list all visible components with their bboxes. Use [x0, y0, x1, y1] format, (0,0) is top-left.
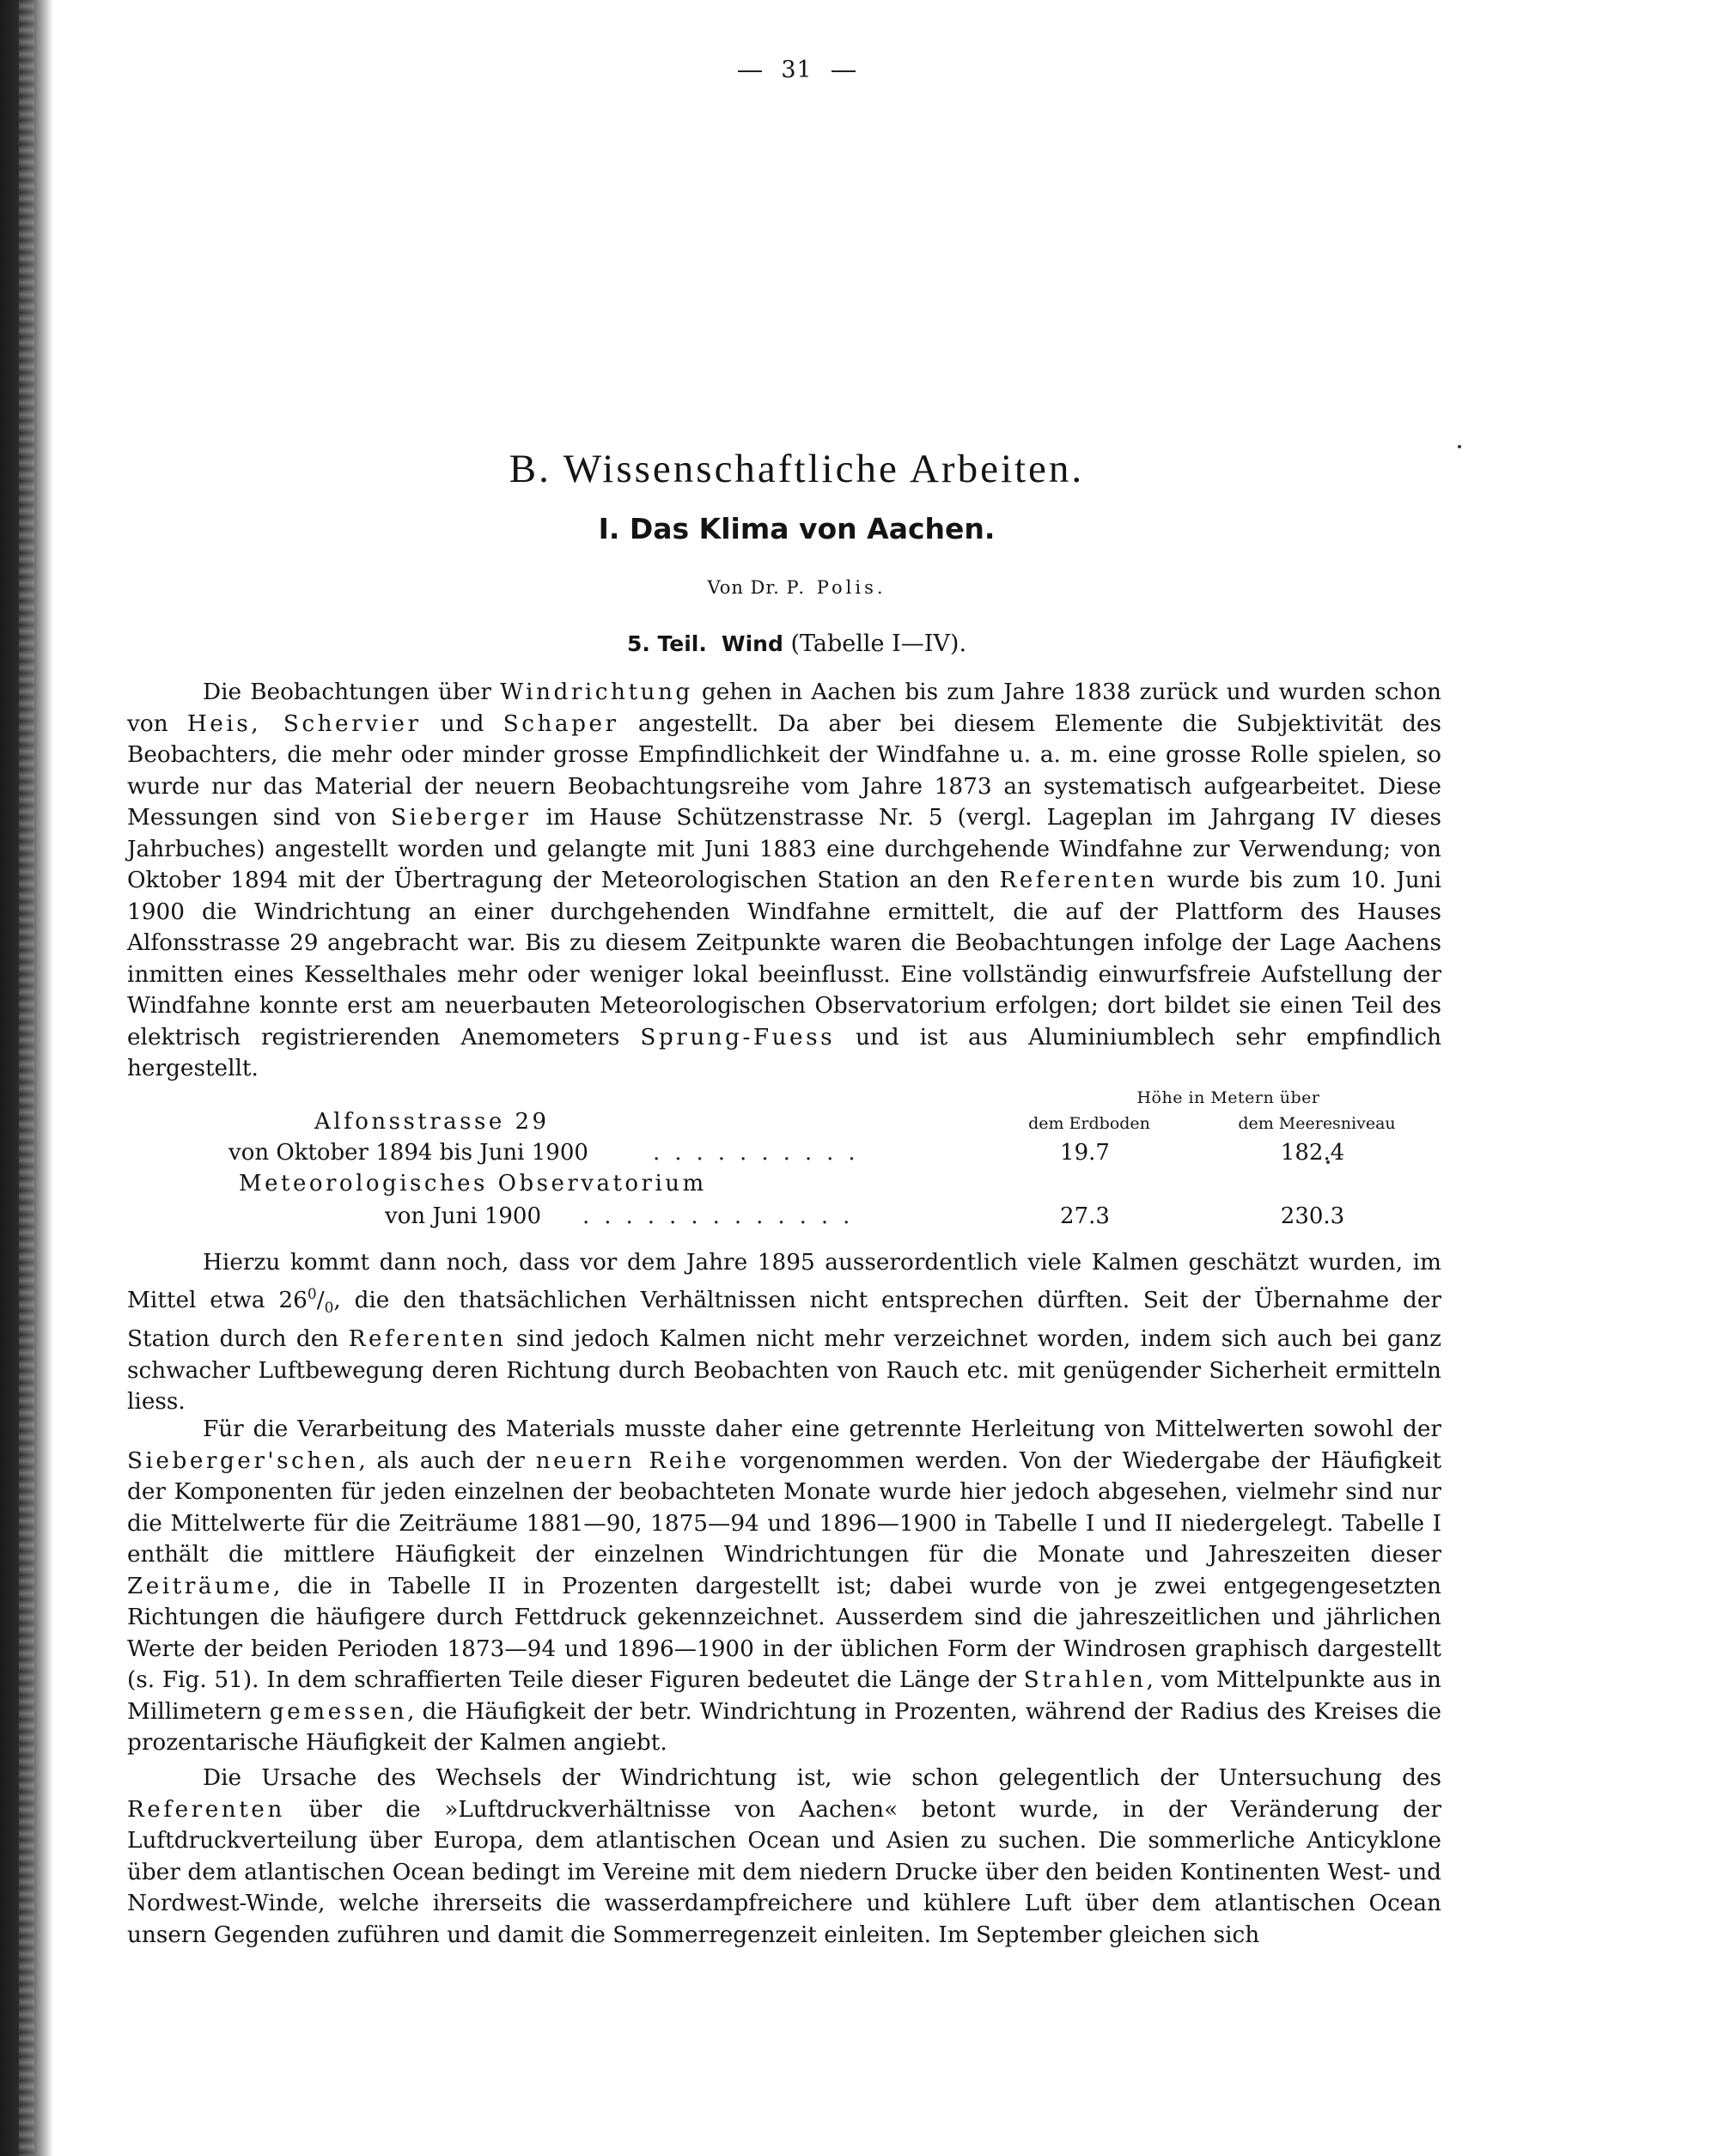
paragraph-1	[127, 677, 1441, 1085]
part-number: 5. Teil.	[626, 631, 707, 656]
table-header-group: Höhe in Metern über	[1136, 1088, 1320, 1107]
table-header-sea: dem Meeresniveau	[1238, 1114, 1396, 1133]
p3-text-a: Für die Verarbeitung des Materials musste daher eine getrennte Herleitung von Mittelwerten sowohl der	[203, 1416, 1441, 1442]
p1-emph-sprung-fuess: Sprung-Fuess	[640, 1024, 836, 1051]
station-height-table	[127, 1088, 1441, 1234]
author-name: P. Polis.	[786, 577, 886, 598]
p1-text-c: gehen in Aachen bis zum Jahre 1838 zurück und wurden schon von	[127, 679, 1441, 737]
paragraph-4	[127, 1763, 1441, 1951]
p2-emph-referenten: Referenten	[348, 1326, 507, 1353]
height-ground-value: 27.3	[1060, 1203, 1110, 1229]
station-name: Meteorologisches Observatorium	[239, 1171, 707, 1197]
part-topic: Wind	[722, 631, 783, 656]
table-row	[127, 1203, 1467, 1234]
table-header-ground: dem Erdboden	[1028, 1114, 1150, 1133]
table-row	[127, 1171, 1467, 1202]
page-number-dash-left	[738, 70, 762, 72]
paragraph-2	[127, 1247, 1441, 1418]
p1-text-g: angestellt. Da aber bei diesem Elemente die Subjektivität des Beobachters, die mehr oder minder grosse Empfindlichkeit der Windfahne u. a. m. eine grosse Rolle spielen, so wurde nur das Material der neuern Beobachtungsreihe vom Jahre 1873 an systematisch aufgearbeitet. Diese Messungen sind von	[127, 710, 1441, 831]
table-row	[127, 1140, 1467, 1171]
part-heading	[0, 630, 1593, 657]
p2-text-b: , die den thatsächlichen Verhältnissen nicht entsprechen dürften. Seit der Übernahme der Station durch den	[127, 1287, 1441, 1353]
p1-emph-schaper: Schaper	[503, 710, 619, 737]
p1-text-i: im Hause Schützenstrasse Nr. 5 (vergl. Lageplan im Jahrgang IV dieses Jahrbuches) angestellt worden und gelangte mit Juni 1883 eine durchgehende Windfahne zur Verwendung; von Oktober 1894 mit der Übertragung der Meteorologischen Station an den	[127, 805, 1442, 893]
page-number-value: 31	[781, 57, 813, 83]
article-title: I. Das Klima von Aachen.	[598, 512, 996, 545]
percent-sign-slash: /	[316, 1287, 325, 1313]
page-number	[0, 57, 1593, 83]
p1-emph-heis-schervier: Heis, Schervier	[186, 710, 422, 737]
page-binding-edge	[0, 0, 53, 2156]
p1-emph-windrichtung: Windrichtung	[500, 679, 693, 705]
p3-text-e: vorgenommen werden. Von der Wiedergabe der Häufigkeit der Komponenten für jeden einzelnen der beobachteten Monate wurde hier jedoch abgesehen, vielmehr sind nur die Mittelwerte für die Zeiträume 1881—90, 1875—94 und 1896—1900 in Tabelle I und II niedergelegt. Tabelle I enthält die mittlere Häufigkeit der einzelnen Windrichtungen für die Monate und Jahreszeiten dieser	[127, 1447, 1442, 1568]
p3-emph-gemessen: gemessen	[269, 1698, 408, 1725]
p3-text-g: , die in Tabelle II in Prozenten dargestellt ist; dabei wurde von je zwei entgegengesetzten Richtungen die häufigere durch Fettdruck gekennzeichnet. Ausserdem sind die jahreszeitlichen und jährlichen Werte der beiden Perioden 1873—94 und 1896—1900 in der üblichen Form der Windrosen graphisch dargestellt (s. Fig. 51). In dem schraffierten Teile dieser Figuren bedeutet die Länge der	[127, 1573, 1441, 1693]
p1-text-k: wurde bis zum 10. Juni 1900 die Windrichtung an einer durchgehenden Windfahne ermittelt, die auf der Plattform des Hauses Alfonsstrasse 29 angebracht war. Bis zu diesem Zeitpunkte waren die Beobachtungen infolge der Lage Aachens inmitten eines Kesselthales mehr oder weniger lokal beeinflusst. Eine vollständig einwurfsfreie Aufstellung der Windfahne konnte erst am neuerbauten Meteorologischen Observatorium erfolgen; dort bildet sie einen Teil des elektrisch registrierenden Anemometers	[127, 868, 1442, 1051]
station-period: von Oktober 1894 bis Juni 1900	[228, 1140, 588, 1166]
height-sea-value: 230.3	[1280, 1203, 1345, 1229]
p3-emph-strahlen: Strahlen	[1023, 1667, 1147, 1693]
p3-emph-zeitraeume: Zeiträume	[127, 1573, 273, 1599]
p3-emph-sieberger: Sieberger'schen	[127, 1447, 359, 1474]
p1-emph-sieberger: Sieberger	[391, 805, 532, 831]
author-line	[0, 577, 1593, 598]
p1-emph-referenten: Referenten	[999, 868, 1158, 893]
height-sea-value: 182.4	[1280, 1140, 1345, 1166]
p4-text-c: über die »Luftdruckverhältnisse von Aachen« betont wurde, in der Veränderung der Luftdruckverteilung über Europa, dem atlantischen Ocean und Asien zu suchen. Die sommerliche Anticyklone über dem atlantischen Ocean bedingt im Vereine mit dem niedern Drucke über den beiden Kontinenten West- und Nordwest-Winde, welche ihrerseits die wasserdampfreichere und kühlere Luft über dem atlantischen Ocean unsern Gegenden zuführen und damit die Sommerregenzeit einleiten. Im September gleichen sich	[127, 1796, 1441, 1948]
section-title: B. Wissenschaftliche Arbeiten.	[509, 447, 1085, 492]
page-number-dash-right	[832, 70, 856, 72]
leader-dots: .............	[582, 1203, 865, 1229]
percent-sign-top: 0	[307, 1285, 317, 1303]
p3-text-c: , als auch der	[358, 1447, 525, 1474]
p2-text-d: sind jedoch Kalmen nicht mehr verzeichnet worden, indem sich auch bei ganz schwacher Luftbewegung deren Richtung durch Beobachten von Rauch etc. mit genügender Sicherheit ermitteln liess.	[127, 1326, 1442, 1416]
leader-dots: ..........	[653, 1140, 870, 1166]
part-tables: (Tabelle I—IV).	[790, 630, 967, 657]
p1-text-e: und	[440, 710, 484, 737]
percent-sign-bottom: 0	[324, 1299, 334, 1317]
author-prefix: Von Dr.	[707, 577, 780, 598]
p2-text-a: Hierzu kommt dann noch, dass vor dem Jahre 1895 ausserordentlich viele Kalmen geschätzt wurden, im Mittel etwa 26	[127, 1250, 1441, 1313]
p4-text-a: Die Ursache des Wechsels der Windrichtung ist, wie schon gelegentlich der Untersuchung des	[203, 1765, 1441, 1791]
p1-text-a: Die Beobachtungen über	[203, 679, 491, 705]
p3-emph-neuern-reihe: neuern Reihe	[535, 1447, 730, 1474]
station-name: Alfonsstrasse 29	[314, 1109, 550, 1135]
height-ground-value: 19.7	[1060, 1140, 1110, 1166]
p3-text-i: , vom Mittelpunkte aus in Millimetern	[127, 1667, 1441, 1725]
p3-text-k: , die Häufigkeit der betr. Windrichtung in Prozenten, während der Radius des Kreises die prozentarische Häufigkeit der Kalmen angiebt.	[127, 1698, 1442, 1756]
paragraph-3	[127, 1414, 1441, 1759]
table-row	[127, 1109, 1467, 1140]
station-period: von Juni 1900	[385, 1203, 542, 1229]
p4-emph-referenten: Referenten	[127, 1796, 285, 1823]
p1-text-m: und ist aus Aluminiumblech sehr empfindlich hergestellt.	[127, 1024, 1442, 1081]
